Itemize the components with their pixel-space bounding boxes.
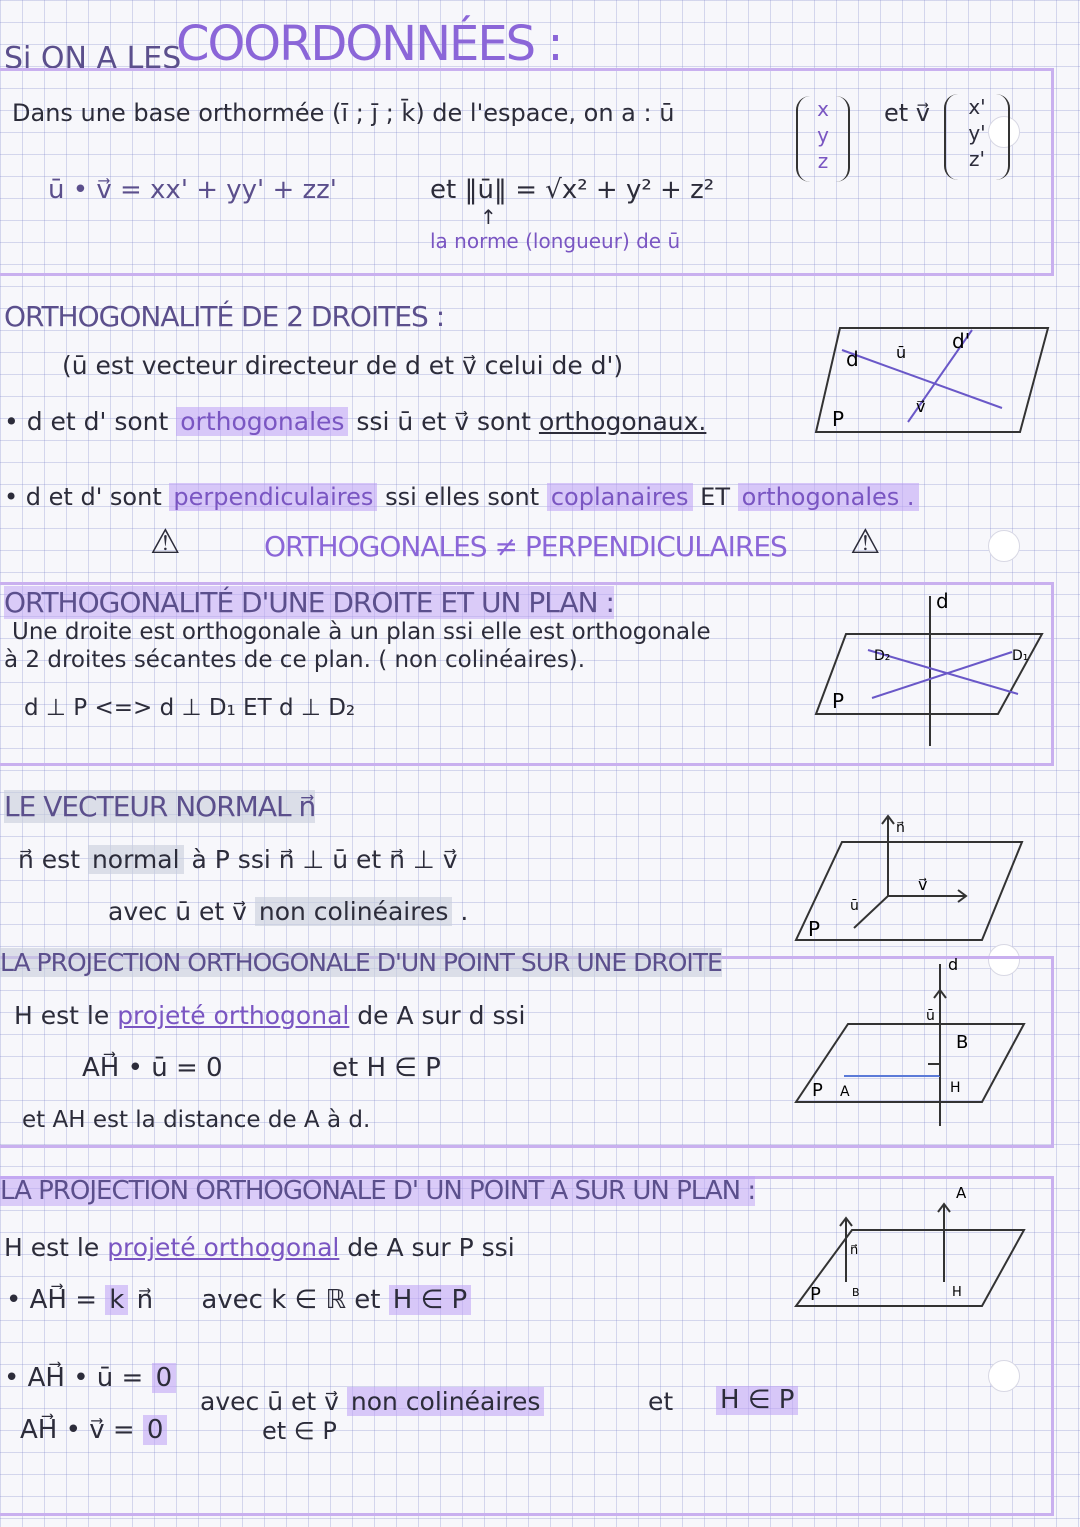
- orth-a: • d et d' sont: [4, 407, 169, 436]
- pp-c: de A sur P ssi: [347, 1233, 515, 1262]
- and-label: et: [648, 1387, 674, 1416]
- col-c: avec k ∈ ℝ et: [201, 1285, 381, 1315]
- dot-v-condition: [20, 1416, 167, 1445]
- normal-vector-figure: [792, 810, 1028, 946]
- section-title-prefix: Si ON A LES: [4, 41, 182, 76]
- perp-d: coplanaires: [547, 483, 693, 511]
- section-title: ORTHOGONALITÉ DE 2 DROITES :: [4, 300, 445, 333]
- normal-b: normal: [88, 845, 184, 874]
- projection-plane-figure: [792, 1178, 1028, 1314]
- fig-label-D1: D₁: [1012, 648, 1029, 664]
- in-plane-line: et ∈ P: [262, 1417, 337, 1445]
- fig-label-u: ū: [850, 898, 859, 914]
- pp-a: H est le: [4, 1233, 100, 1262]
- cond-a: avec ū et v⃗: [108, 897, 247, 926]
- and-v-label: et v⃗: [884, 99, 931, 127]
- distance-line: et AH est la distance de A à d.: [22, 1107, 371, 1133]
- non-colinear-condition: [200, 1388, 544, 1416]
- binder-hole: [988, 530, 1020, 562]
- fig-label-H: H: [950, 1080, 961, 1096]
- nc-a: avec ū et v⃗: [200, 1387, 339, 1416]
- section-title: ORTHOGONALITÉ D'UNE DROITE ET UN PLAN :: [4, 586, 614, 619]
- projection-condition: AH⃗ • ū = 0: [82, 1053, 223, 1083]
- orthogonal-line: [4, 408, 706, 436]
- warning-icon: ⚠: [850, 522, 881, 562]
- fig-label-dp: d': [952, 329, 971, 353]
- proj-a: H est le: [14, 1001, 110, 1030]
- v-coords-matrix: [944, 94, 1010, 180]
- fig-label-B: B: [852, 1286, 860, 1299]
- norm-formula: et ‖ū‖ = √x² + y² + z²: [430, 175, 715, 205]
- membership-label: H ∈ P: [716, 1386, 798, 1415]
- perpendicular-line: [4, 484, 919, 510]
- orth-c: ssi ū et v⃗ sont: [356, 407, 531, 436]
- cond-b: non colinéaires: [255, 897, 453, 926]
- normal-a: n⃗ est: [18, 845, 80, 874]
- definition-line-1: Une droite est orthogonale à un plan ssi elle est orthogonale: [12, 619, 711, 645]
- fig-label-A: A: [956, 1184, 967, 1202]
- section-title: LA PROJECTION ORTHOGONALE D' UN POINT A SUR UN PLAN :: [0, 1176, 756, 1206]
- equivalence-line: d ⊥ P <=> d ⊥ D₁ ET d ⊥ D₂: [24, 695, 356, 721]
- norm-note: la norme (longueur) de ū: [430, 229, 681, 253]
- dot-product-formula: ū • v⃗ = xx' + yy' + zz': [48, 175, 337, 205]
- v-coord-x: x': [968, 95, 986, 119]
- definition-line-2: à 2 droites sécantes de ce plan. ( non colinéaires).: [4, 647, 586, 673]
- u-coords-matrix: [796, 96, 850, 182]
- col-a: • AH⃗ =: [6, 1285, 97, 1315]
- perp-a: • d et d' sont: [4, 483, 162, 511]
- orth-d: orthogonaux.: [538, 407, 707, 436]
- colinear-condition: [6, 1286, 471, 1315]
- orth-b: orthogonales: [176, 407, 348, 436]
- warning-icon: ⚠: [150, 522, 181, 562]
- two-lines-figure: [812, 322, 1052, 438]
- section-title: LA PROJECTION ORTHOGONALE D'UN POINT SUR UNE DROITE: [0, 948, 722, 977]
- fig-label-n: n⃗: [896, 820, 905, 836]
- fig-label-P: P: [812, 1080, 823, 1101]
- u-coord-y: y: [817, 123, 829, 147]
- col-k: k: [105, 1285, 128, 1315]
- dot-product-basis-line: Dans une base orthormée (ī ; j̄ ; k̄) de l'espace, on a : ū: [12, 99, 675, 127]
- section-title: COORDONNÉES :: [176, 16, 562, 72]
- fig-label-A: A: [840, 1084, 850, 1100]
- projection-plane-definition: [4, 1234, 515, 1262]
- dot-u-condition: [4, 1364, 176, 1393]
- fig-label-P: P: [808, 917, 821, 941]
- fig-label-n: n⃗: [850, 1243, 859, 1258]
- fig-label-u: ū: [926, 1008, 935, 1024]
- normal-condition: [108, 898, 468, 926]
- cond-c: .: [460, 897, 469, 926]
- nc-b: non colinéaires: [347, 1387, 545, 1416]
- perp-b: perpendiculaires: [169, 483, 377, 511]
- pp-b: projeté orthogonal: [107, 1233, 340, 1262]
- fig-label-u: ū: [896, 343, 907, 362]
- fig-label-H: H: [952, 1285, 962, 1300]
- fig-label-P: P: [832, 689, 845, 713]
- v-coord-z: z': [969, 147, 985, 171]
- fig-label-d: d: [846, 347, 859, 371]
- dv-a: AH⃗ • v⃗ =: [20, 1415, 135, 1445]
- u-coord-x: x: [817, 97, 829, 121]
- fig-label-v: v⃗: [918, 875, 928, 894]
- fig-label-d: d: [936, 590, 949, 613]
- dv-z: 0: [143, 1415, 168, 1445]
- col-b: n⃗: [136, 1285, 154, 1315]
- v-coord-y: y': [968, 121, 986, 145]
- fig-label-D2: D₂: [874, 648, 891, 664]
- perp-f: orthogonales .: [738, 483, 919, 511]
- perp-c: ssi elles sont: [385, 483, 540, 511]
- projection-definition: [14, 1002, 525, 1030]
- proj-c: de A sur d ssi: [357, 1001, 526, 1030]
- fig-label-v: v⃗: [916, 397, 926, 416]
- projection-line-figure: [792, 956, 1028, 1132]
- du-a: • AH⃗ • ū =: [4, 1363, 144, 1393]
- fig-label-P: P: [832, 407, 845, 431]
- line-plane-figure: [812, 590, 1048, 750]
- col-d: H ∈ P: [389, 1285, 471, 1315]
- perp-e: ET: [700, 483, 730, 511]
- normal-definition: [18, 846, 458, 874]
- norm-arrow: ↑: [480, 205, 497, 229]
- warning-text: ORTHOGONALES ≠ PERPENDICULAIRES: [264, 530, 787, 563]
- directing-vectors-line: (ū est vecteur directeur de d et v⃗ celui de d'): [62, 351, 624, 380]
- projection-membership: et H ∈ P: [332, 1053, 441, 1083]
- section-title: LE VECTEUR NORMAL n⃗: [4, 790, 316, 823]
- u-coord-z: z: [817, 149, 829, 173]
- normal-c: à P ssi n⃗ ⊥ ū et n⃗ ⊥ v⃗: [191, 845, 458, 874]
- fig-label-d: d: [948, 956, 959, 974]
- fig-label-B: B: [956, 1032, 969, 1053]
- du-z: 0: [152, 1363, 177, 1393]
- proj-b: projeté orthogonal: [117, 1001, 350, 1030]
- fig-label-P: P: [810, 1284, 821, 1305]
